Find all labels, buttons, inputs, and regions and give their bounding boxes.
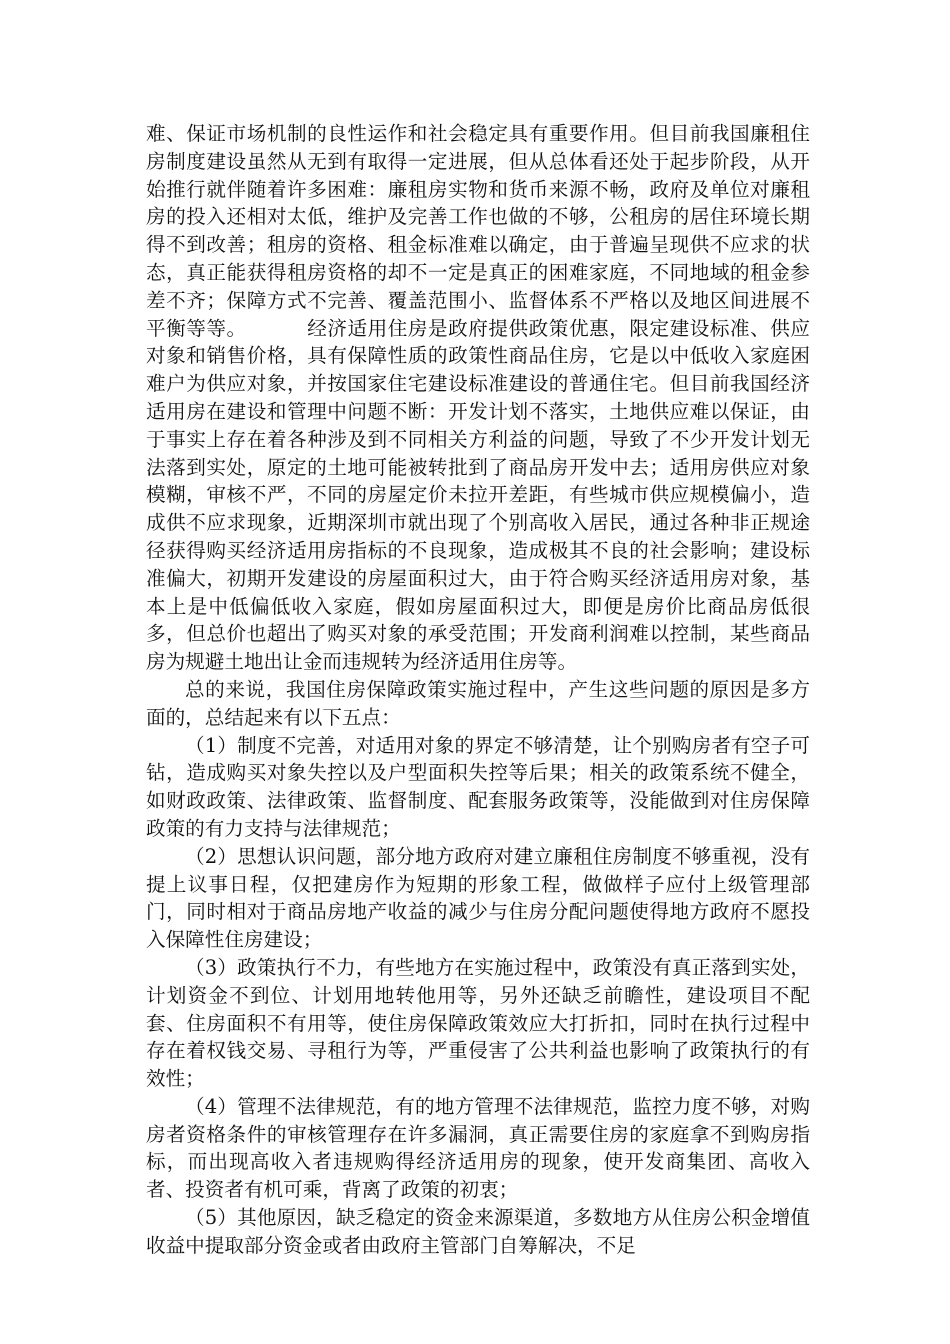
reason-item-3: （3）政策执行不力，有些地方在实施过程中，政策没有真正落到实处，计划资金不到位、计划用地转他用等，另外还缺乏前瞻性，建设项目不配套、住房面积不有用等，使住房保障政策效应大打折扣，同时在执行过程中存在着权钱交易、寻租行为等，严重侵害了公共利益也影响了政策执行的有效性； bbox=[146, 955, 810, 1091]
document-body bbox=[146, 120, 810, 1260]
paragraph-summary: 总的来说，我国住房保障政策实施过程中，产生这些问题的原因是多方面的，总结起来有以下五点： bbox=[146, 677, 810, 729]
paragraph-rental-housing bbox=[146, 120, 810, 676]
reason-item-5: （5）其他原因，缺乏稳定的资金来源渠道，多数地方从住房公积金增值收益中提取部分资金或者由政府主管部门自筹解决，不足 bbox=[146, 1206, 810, 1257]
reason-item-2: （2）思想认识问题，部分地方政府对建立廉租住房制度不够重视，没有提上议事日程，仅把建房作为短期的形象工程，做做样子应付上级管理部门，同时相对于商品房地产收益的减少与住房分配问题使得地方政府不愿投入保障性住房建设； bbox=[146, 844, 810, 952]
reason-item-1: （1）制度不完善，对适用对象的界定不够清楚，让个别购房者有空子可钻，造成购买对象失控以及户型面积失控等后果；相关的政策系统不健全，如财政政策、法律政策、监督制度、配套服务政策等，没能做到对住房保障政策的有力支持与法律规范； bbox=[146, 733, 810, 840]
reason-item-4: （4）管理不法律规范，有的地方管理不法律规范，监控力度不够，对购房者资格条件的审核管理存在许多漏洞，真正需要住房的家庭拿不到购房指标，而出现高收入者违规购得经济适用房的现象，使开发商集团、高收入者、投资者有机可乘，背离了政策的初衷； bbox=[146, 1094, 810, 1202]
paragraph-affordable-housing-text: 经济适用住房是政府提供政策优惠，限定建设标准、供应对象和销售价格，具有保障性质的政策性商品住房，它是以中低收入家庭困难户为供应对象，并按国家住宅建设标准建设的普通住宅。但目前我国经济适用房在建设和管理中问题不断：开发计划不落实，土地供应难以保证，由于事实上存在着各种涉及到不同相关方利益的问题，导致了不少开发计划无法落到实处，原定的土地可能被转批到了商品房开发中去；适用房供应对象模糊，审核不严，不同的房屋定价未拉开差距，有些城市供应规模偏小，造成供不应求现象，近期深圳市就出现了个别高收入居民，通过各种非正规途径获得购买经济适用房指标的不良现象，造成极其不良的社会影响；建设标准偏大，初期开发建设的房屋面积过大，由于符合购买经济适用房对象，基本上是中低偏低收入家庭，假如房屋面积过大，即便是房价比商品房低很多，但总价也超出了购买对象的承受范围；开发商利润难以控制，某些商品房为规避土地出让金而违规转为经济适用住房等。 bbox=[146, 316, 811, 674]
paragraph-rental-housing-text: 难、保证市场机制的良性运作和社会稳定具有重要作用。但目前我国廉租住房制度建设虽然从无到有取得一定进展，但从总体看还处于起步阶段，从开始推行就伴随着许多困难：廉租房实物和货币来源不畅，政府及单位对廉租房的投入还相对太低，维护及完善工作也做的不够，公租房的居住环境长期得不到改善；租房的资格、租金标准难以确定，由于普遍呈现供不应求的状态，真正能获得租房资格的却不一定是真正的困难家庭，不同地域的租金参差不齐；保障方式不完善、覆盖范围小、监督体系不严格以及地区间进展不平衡等等。 bbox=[146, 122, 810, 340]
